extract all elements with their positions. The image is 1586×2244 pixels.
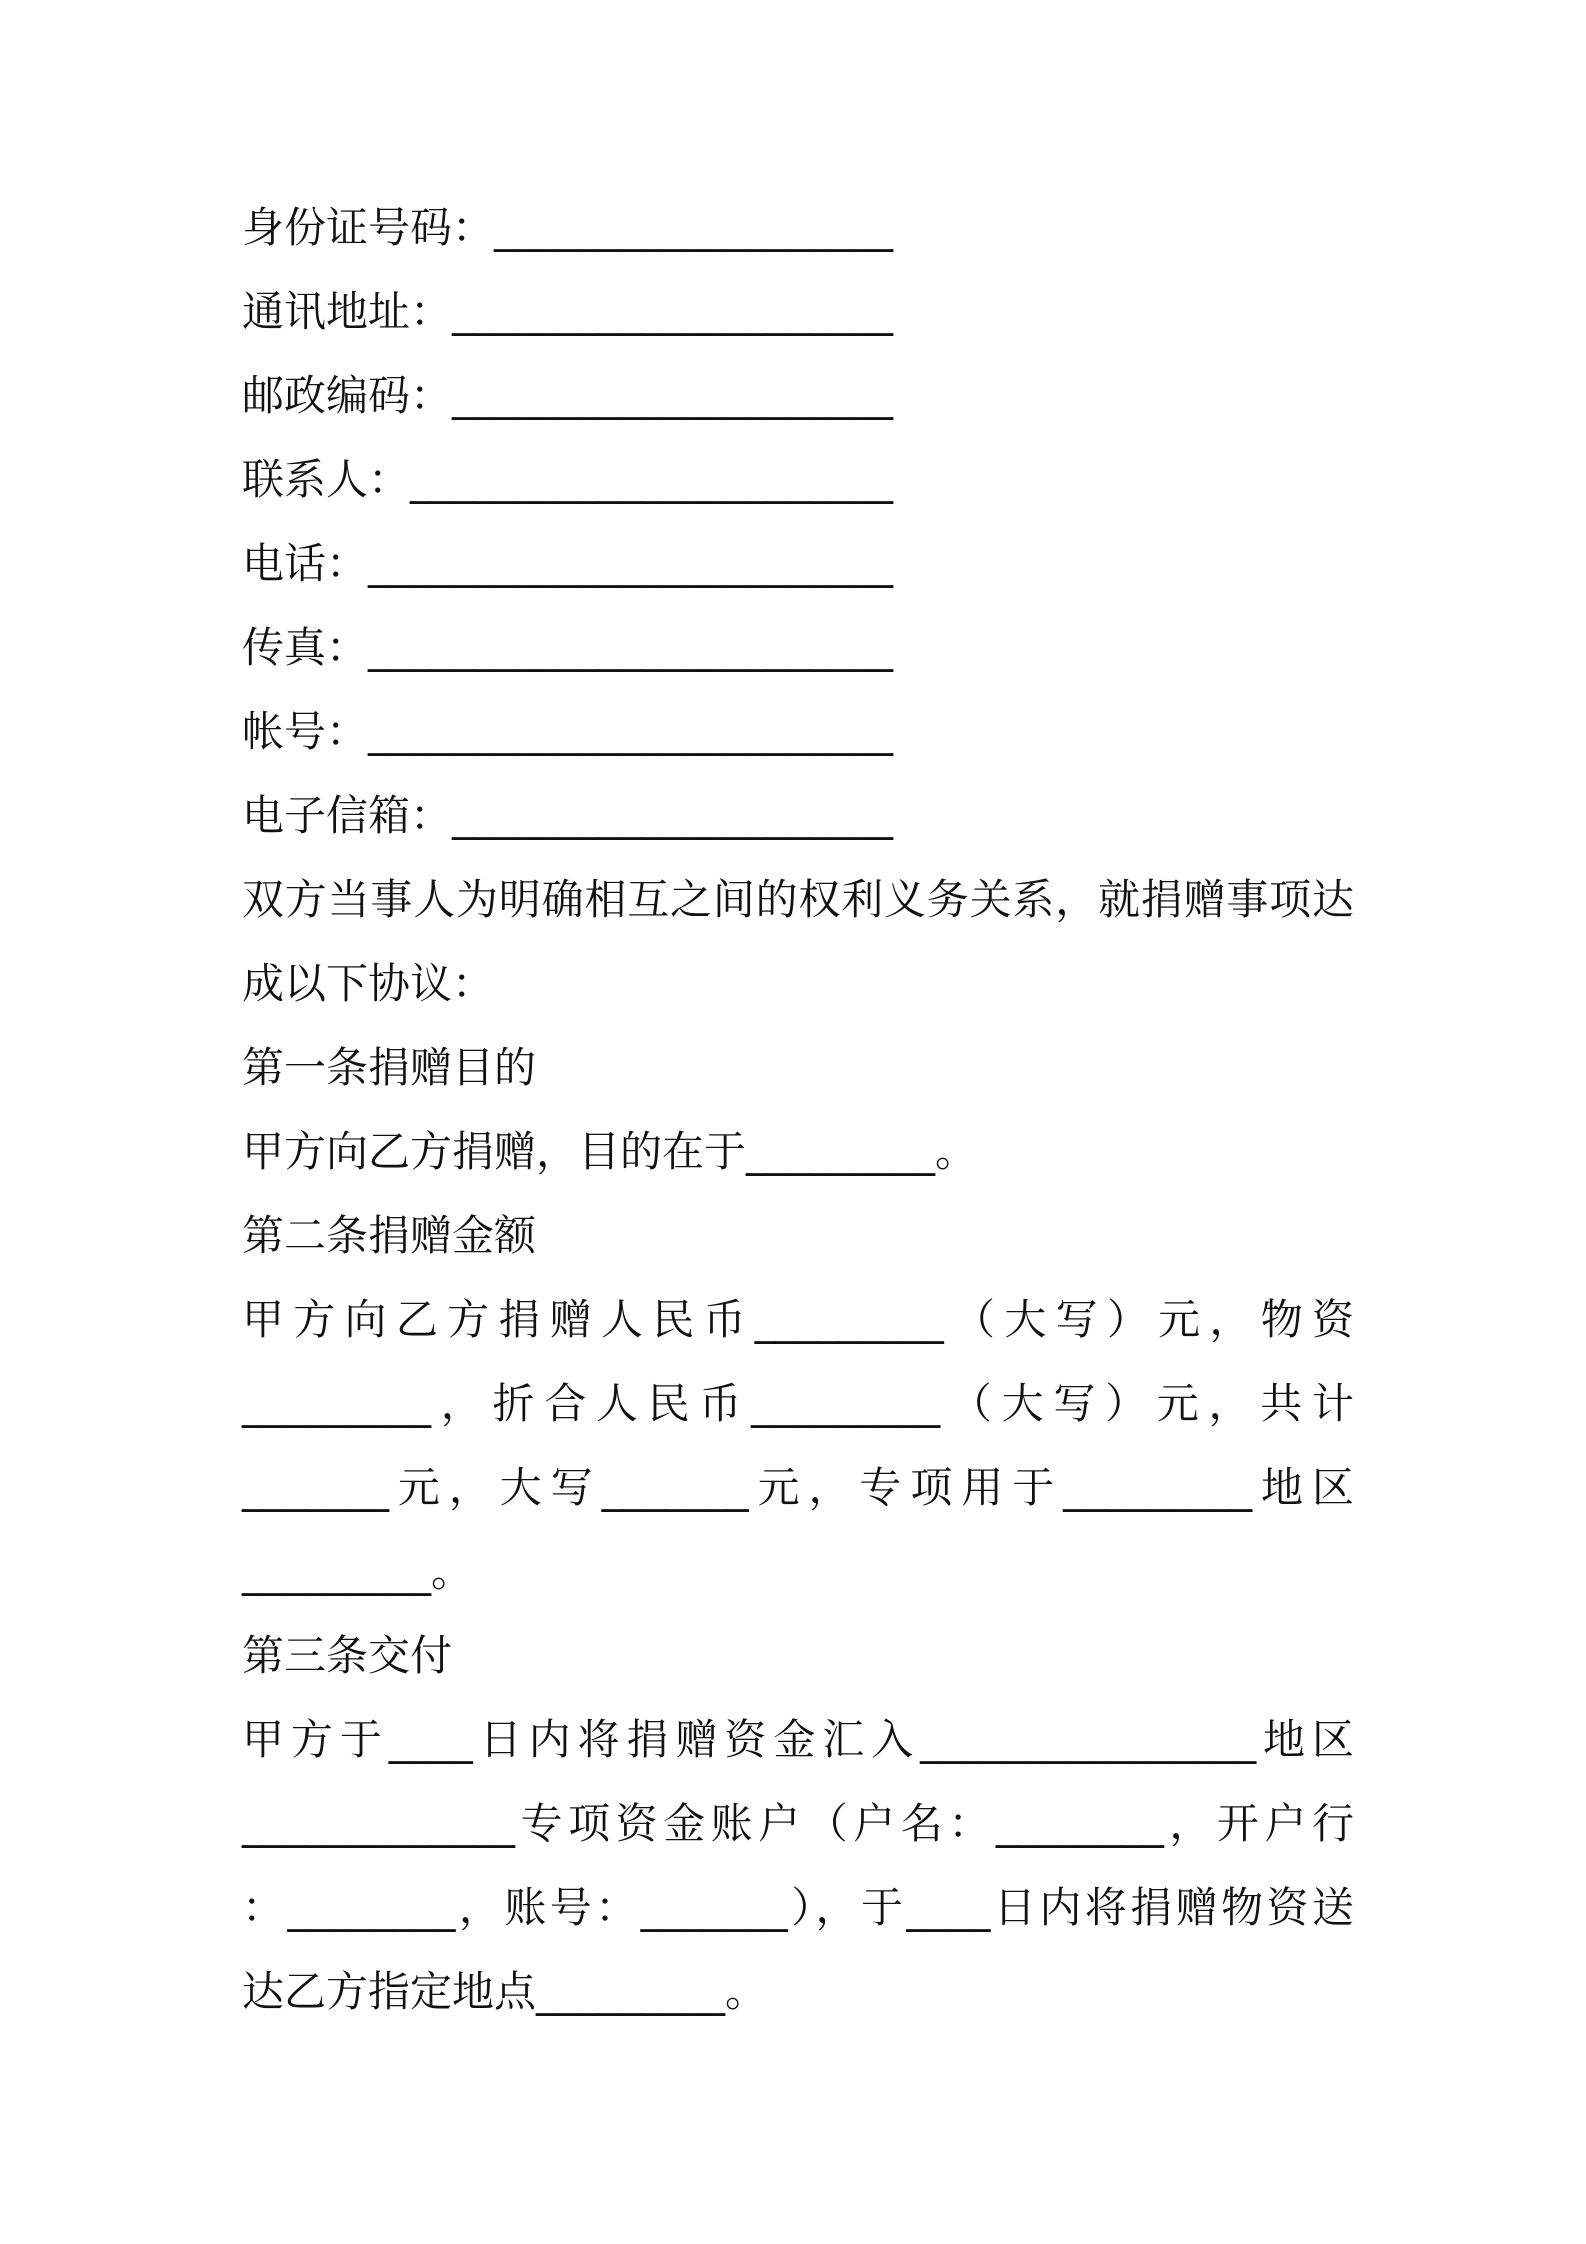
field-blank[interactable]: _______________________ — [410, 455, 894, 504]
field-email — [242, 788, 893, 844]
field-label: 邮政编码： — [242, 371, 453, 420]
field-blank[interactable]: _________________________ — [368, 707, 894, 756]
field-label: 通讯地址： — [242, 287, 453, 336]
field-label: 联系人： — [242, 455, 411, 504]
preamble-line-2: 成以下协议： — [242, 959, 495, 1008]
field-postal-code — [242, 368, 893, 424]
article-3-line-1: 甲方于____日内将捐赠资金汇入________________地区 — [242, 1715, 1354, 1764]
field-blank[interactable]: _________________________ — [368, 539, 894, 588]
preamble-line-1: 双方当事人为明确相互之间的权利义务关系，就捐赠事项达 — [242, 875, 1354, 924]
field-address — [242, 284, 893, 340]
field-label: 电子信箱： — [242, 791, 453, 840]
field-blank[interactable]: _____________________ — [452, 371, 894, 420]
field-blank[interactable]: _____________________ — [452, 287, 894, 336]
article-3-line-4: 达乙方指定地点_________。 — [242, 1967, 768, 2016]
field-phone — [242, 536, 893, 592]
field-account — [242, 704, 893, 760]
article-2-title: 第二条捐赠金额 — [242, 1211, 537, 1260]
article-2-line-2: _________，折合人民币_________（大写）元，共计 — [242, 1379, 1354, 1428]
article-3-title: 第三条交付 — [242, 1631, 453, 1680]
field-id-number — [242, 200, 893, 256]
article-1-title: 第一条捐赠目的 — [242, 1043, 537, 1092]
article-2-line-1: 甲方向乙方捐赠人民币_________（大写）元，物资 — [242, 1295, 1354, 1344]
article-1-text: 甲方向乙方捐赠，目的在于_________。 — [242, 1127, 978, 1176]
article-2-line-3: _______元，大写_______元，专项用于_________地区 — [242, 1463, 1354, 1512]
field-label: 帐号： — [242, 707, 369, 756]
article-2-line-4: _________。 — [242, 1547, 474, 1596]
field-contact-person — [242, 452, 893, 508]
article-3-line-2: _____________专项资金账户（户名：________，开户行 — [242, 1799, 1354, 1848]
field-fax — [242, 620, 893, 676]
field-label: 身份证号码： — [242, 203, 495, 252]
field-label: 传真： — [242, 623, 369, 672]
field-blank[interactable]: _________________________ — [368, 623, 894, 672]
field-label: 电话： — [242, 539, 369, 588]
field-blank[interactable]: _____________________ — [452, 791, 894, 840]
field-blank[interactable]: ___________________ — [494, 203, 894, 252]
article-3-line-3: ：________，账号：_______），于____日内将捐赠物资送 — [242, 1883, 1354, 1932]
